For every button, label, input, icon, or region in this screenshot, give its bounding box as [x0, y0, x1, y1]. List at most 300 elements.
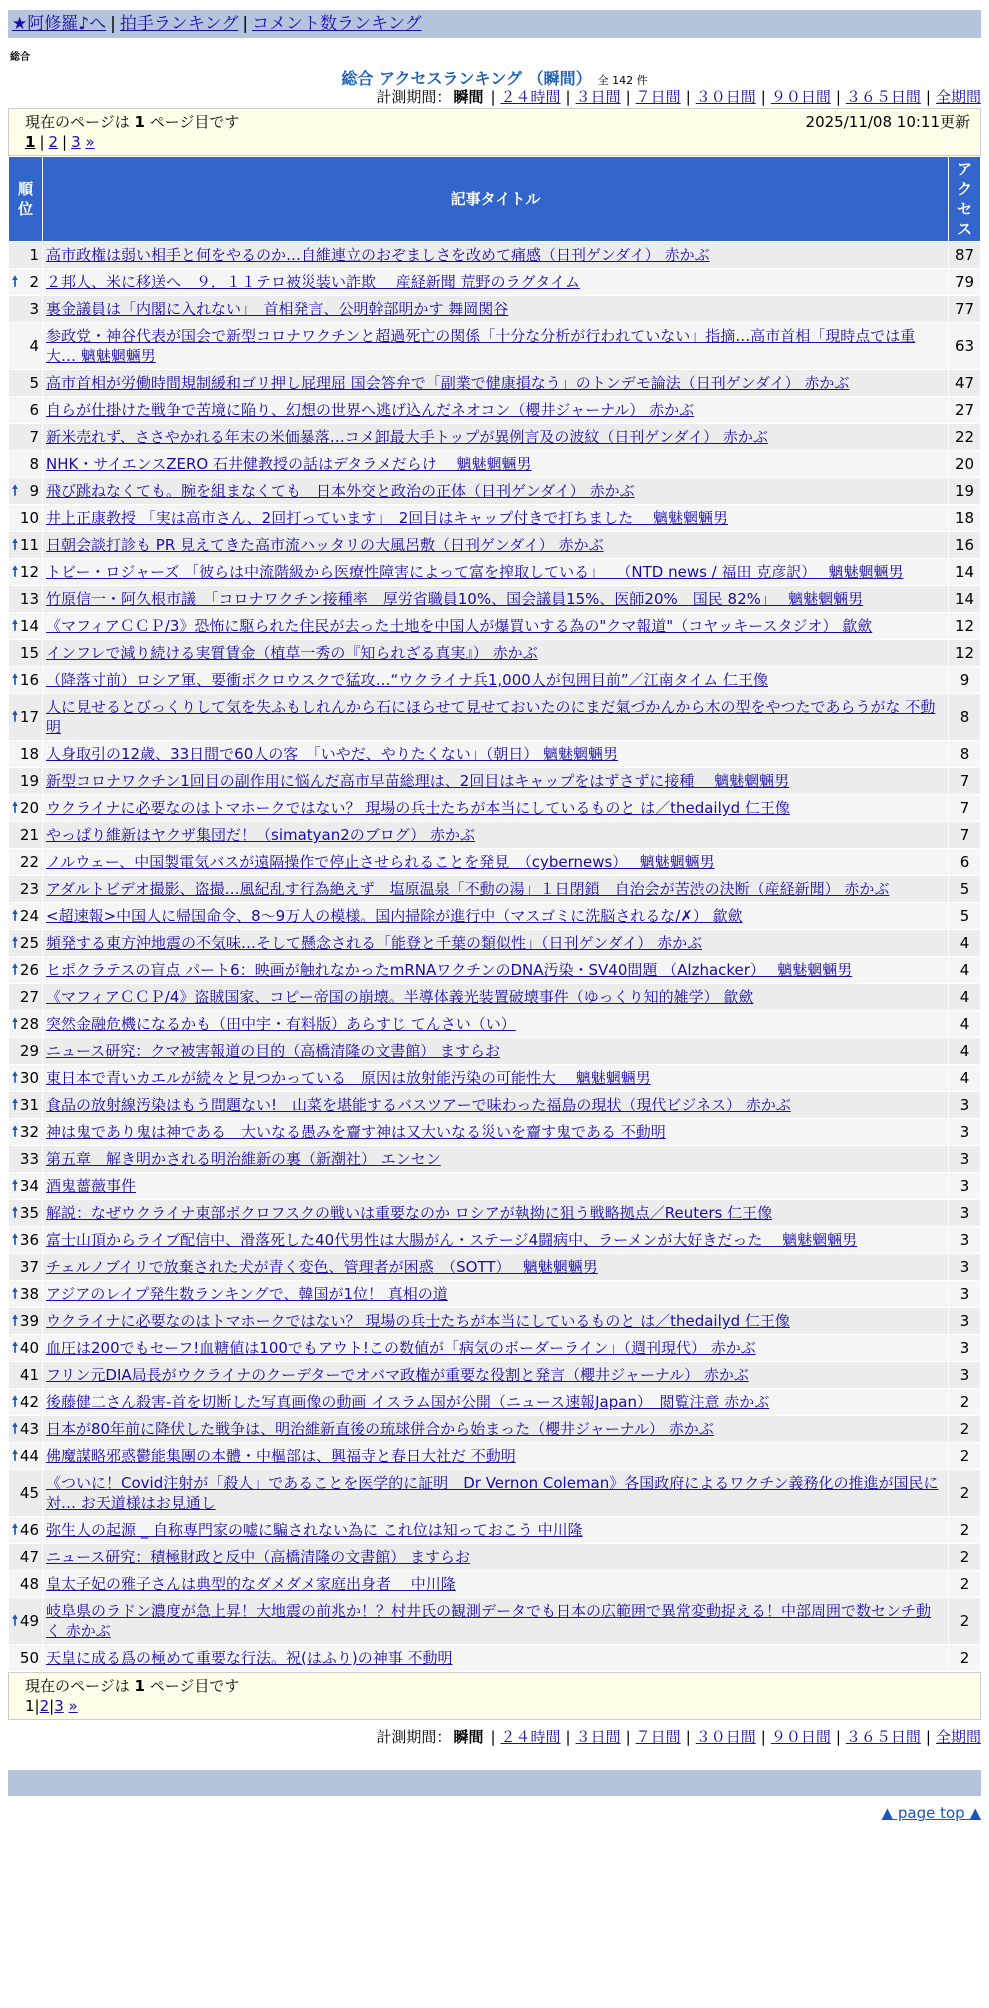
- title-cell: [43, 370, 949, 397]
- title-cell: [43, 1443, 949, 1470]
- article-link[interactable]: 頻発する東方沖地震の不気味…そして懸念される「能登と千葉の類似性」（日刊ゲンダイ） 赤かぶ: [46, 934, 703, 952]
- access-count: 2: [949, 1598, 981, 1645]
- period-link[interactable]: ７日間: [635, 88, 681, 106]
- up-arrow-icon: 🠕: [12, 1394, 19, 1410]
- access-count: 77: [949, 296, 981, 323]
- article-link[interactable]: アダルトビデオ撮影、盗撮…風紀乱す行為絶えず 塩原温泉「不動の湯」１日閉鎖 自治会が苦渋の決断（産経新聞） 赤かぶ: [46, 880, 890, 898]
- title-cell: [43, 323, 949, 370]
- rank-number: 29: [19, 1042, 39, 1060]
- article-link[interactable]: トビー・ロジャーズ 「彼らは中流階級から医療性障害によって富を搾取している」 （NTD news / 福田 克彦訳） 魑魅魍魎男: [46, 563, 904, 581]
- access-count: 2: [949, 1416, 981, 1443]
- access-count: 2: [949, 1443, 981, 1470]
- rank-cell: [9, 1308, 43, 1335]
- total-count: 全 142 件: [597, 74, 648, 87]
- article-link[interactable]: 富士山頂からライブ配信中、滑落死した40代男性は大腸がん・ステージ4闘病中、ラーメンが大好きだった 魑魅魍魎男: [46, 1231, 858, 1249]
- rank-number: 6: [29, 401, 39, 419]
- nav-separator: |: [110, 14, 116, 34]
- period-label: 計測期間：: [376, 88, 452, 106]
- page-separator: |: [62, 133, 68, 151]
- page-link[interactable]: 3: [71, 133, 81, 151]
- rank-cell: [9, 1335, 43, 1362]
- table-row: [9, 640, 981, 667]
- title-cell: [43, 613, 949, 640]
- header-rank: 順位: [9, 157, 43, 242]
- rank-cell: [9, 1362, 43, 1389]
- table-row: [9, 1443, 981, 1470]
- rank-number: 5: [29, 374, 39, 392]
- access-count: 20: [949, 451, 981, 478]
- article-link[interactable]: 人身取引の12歳、33日間で60人の客 「いやだ、やりたくない」（朝日） 魑魅魍魎男: [46, 745, 619, 763]
- rank-number: 8: [29, 455, 39, 473]
- access-count: 63: [949, 323, 981, 370]
- rank-number: 19: [19, 772, 39, 790]
- article-link[interactable]: 神は鬼であり鬼は神である 大いなる愚みを齎す神は又大いなる災いを齎す鬼である 不動明: [46, 1123, 666, 1141]
- access-count: 5: [949, 876, 981, 903]
- rank-cell: [9, 532, 43, 559]
- article-link[interactable]: 高市首相が労働時間規制緩和ゴリ押し屁理屈 国会答弁で「副業で健康損なう」のトンデモ論法（日刊ゲンダイ） 赤かぶ: [46, 374, 850, 392]
- nav-link-clap-ranking[interactable]: 拍手ランキング: [119, 14, 239, 34]
- table-row: [9, 930, 981, 957]
- article-link[interactable]: ウクライナに必要なのはトマホークではない？ 現場の兵士たちが本当にしているものと は／thedailyd 仁王像: [46, 1312, 790, 1330]
- article-link[interactable]: 後藤健二さん殺害-首を切断した写真画像の動画 イスラム国が公開（ニュース速報Japan） 閲覧注意 赤かぶ: [46, 1393, 770, 1411]
- article-link[interactable]: ノルウェー、中国製電気バスが遠隔操作で停止させられることを発見 （cybernews） 魑魅魍魎男: [46, 853, 715, 871]
- rank-number: 36: [19, 1231, 39, 1249]
- table-row: [9, 1038, 981, 1065]
- access-count: 18: [949, 505, 981, 532]
- table-row: [9, 1645, 981, 1672]
- rank-cell: [9, 613, 43, 640]
- article-link[interactable]: 岐阜県のラドン濃度が急上昇！大地震の前兆か！？村井氏の観測データでも日本の広範囲で異常変動捉える！中部周囲で数センチ動く 赤かぶ: [46, 1602, 932, 1640]
- title-cell: [43, 1389, 949, 1416]
- article-link[interactable]: NHK・サイエンスZERO 石井健教授の話はデタラメだらけ 魑魅魍魎男: [46, 455, 532, 473]
- rank-cell: [9, 640, 43, 667]
- period-link[interactable]: ２４時間: [500, 1728, 561, 1746]
- title-cell: [43, 532, 949, 559]
- access-count: 2: [949, 1571, 981, 1598]
- period-link[interactable]: ３日間: [575, 1728, 621, 1746]
- article-link[interactable]: 日朝会談打診も PR 見えてきた高市流ハッタリの大風呂敷（日刊ゲンダイ） 赤かぶ: [46, 536, 604, 554]
- table-row: [9, 296, 981, 323]
- up-arrow-icon: 🠕: [12, 1340, 19, 1356]
- rank-cell: [9, 1011, 43, 1038]
- page-top: [0, 1804, 981, 1822]
- current-page-text: 現在のページは 1 ページ目です: [25, 1677, 240, 1695]
- access-count: 3: [949, 1227, 981, 1254]
- rank-number: 37: [19, 1258, 39, 1276]
- access-count: 9: [949, 667, 981, 694]
- rank-cell: [9, 1443, 43, 1470]
- up-arrow-icon: 🠕: [12, 274, 19, 290]
- access-count: 2: [949, 1389, 981, 1416]
- page-link[interactable]: 2: [48, 133, 59, 151]
- table-row: [9, 903, 981, 930]
- title-cell: [43, 795, 949, 822]
- access-count: 4: [949, 1011, 981, 1038]
- rank-cell: [9, 1227, 43, 1254]
- table-row: [9, 1362, 981, 1389]
- title-cell: [43, 1571, 949, 1598]
- rank-number: 13: [19, 590, 39, 608]
- rank-cell: [9, 451, 43, 478]
- access-count: 27: [949, 397, 981, 424]
- table-row: [9, 667, 981, 694]
- table-row: [9, 795, 981, 822]
- rank-number: 7: [29, 428, 39, 446]
- period-separator: |: [925, 88, 931, 106]
- article-link[interactable]: 裏金議員は「内閣に入れない」 首相発言、公明幹部明かす 舞岡関谷: [46, 300, 509, 318]
- rank-cell: [9, 1598, 43, 1645]
- table-row: [9, 957, 981, 984]
- table-row: [9, 451, 981, 478]
- title-cell: [43, 876, 949, 903]
- title-cell: [43, 1645, 949, 1672]
- period-link[interactable]: 全期間: [935, 88, 981, 106]
- rank-number: 30: [19, 1069, 39, 1087]
- up-arrow-icon: 🠕: [12, 1205, 19, 1221]
- up-arrow-icon: 🠕: [12, 908, 19, 924]
- title-cell: [43, 1362, 949, 1389]
- period-separator: |: [490, 88, 496, 106]
- article-link[interactable]: 高市政権は弱い相手と何をやるのか…自維連立のおぞましさを改めて痛感（日刊ゲンダイ） 赤かぶ: [46, 246, 710, 264]
- article-link[interactable]: 血圧は200でもセーフ!血糖値は100でもアウト!この数値が「病気のボーダーライン」（週刊現代） 赤かぶ: [46, 1339, 756, 1357]
- article-link[interactable]: 第五章 解き明かされる明治維新の裏（新潮社） エンセン: [46, 1150, 441, 1168]
- up-arrow-icon: 🠕: [12, 1286, 19, 1302]
- article-link[interactable]: ２邦人、米に移送へ ９．１１テロ被災装い詐欺 産経新聞 荒野のラグタイム: [46, 273, 580, 291]
- title-cell: [43, 984, 949, 1011]
- article-link[interactable]: 竹原信一・阿久根市議 「コロナワクチン接種率 厚労省職員10%、国会議員15%、医師20% 国民 82%」 魑魅魍魎男: [46, 590, 864, 608]
- access-count: 2: [949, 1645, 981, 1672]
- access-count: 2: [949, 1470, 981, 1517]
- access-count: 4: [949, 930, 981, 957]
- title-cell: [43, 1470, 949, 1517]
- rank-cell: [9, 370, 43, 397]
- access-count: 3: [949, 1335, 981, 1362]
- access-count: 3: [949, 1200, 981, 1227]
- rank-cell: [9, 1544, 43, 1571]
- title-cell: [43, 1200, 949, 1227]
- rank-number: 35: [19, 1204, 39, 1222]
- table-row: [9, 1146, 981, 1173]
- access-count: 2: [949, 1517, 981, 1544]
- table-row: [9, 1544, 981, 1571]
- rank-cell: [9, 1517, 43, 1544]
- title-cell: [43, 903, 949, 930]
- article-link[interactable]: 日本が80年前に降伏した戦争は、明治維新直後の琉球併合から始まった（櫻井ジャーナル） 赤かぶ: [46, 1420, 714, 1438]
- up-arrow-icon: 🠕: [12, 1097, 19, 1113]
- rank-cell: [9, 1281, 43, 1308]
- rank-number: 28: [19, 1015, 39, 1033]
- article-link[interactable]: 《ついに！Covid注射が「殺人」であることを医学的に証明 Dr Vernon Coleman》各国政府によるワクチン義務化の推進が国民に対… お天道様はお見通し: [46, 1474, 939, 1512]
- article-link[interactable]: ニュース研究：積極財政と反中（高橋清隆の文書館） ますらお: [46, 1548, 471, 1566]
- period-current: 瞬間: [453, 1728, 484, 1746]
- article-link[interactable]: 人に見せるとびっくりして気を失ふもしれんから石にほらせて見せておいたのにまだ氣づかんから木の型をやつたであらうがな 不動明: [46, 698, 936, 736]
- title-cell: [43, 424, 949, 451]
- period-separator: |: [760, 1728, 766, 1746]
- title-cell: [43, 667, 949, 694]
- up-arrow-icon: 🠕: [12, 1522, 19, 1538]
- period-separator: |: [925, 1728, 931, 1746]
- article-link[interactable]: 参政党・神谷代表が国会で新型コロナワクチンと超過死亡の関係「十分な分析が行われていない」指摘…高市首相「現時点では重大… 魑魅魍魎男: [46, 327, 916, 365]
- rank-cell: [9, 822, 43, 849]
- rank-number: 41: [19, 1366, 39, 1384]
- header-title: 記事タイトル: [43, 157, 949, 242]
- article-link[interactable]: 自らが仕掛けた戦争で苦境に陥り、幻想の世界へ逃げ込んだネオコン（櫻井ジャーナル） 赤かぶ: [46, 401, 695, 419]
- rank-number: 31: [19, 1096, 39, 1114]
- table-row: [9, 1598, 981, 1645]
- period-label: 計測期間：: [376, 1728, 452, 1746]
- title-cell: [43, 1038, 949, 1065]
- title-cell: [43, 1517, 949, 1544]
- title-cell: [43, 640, 949, 667]
- title-cell: [43, 930, 949, 957]
- title-cell: [43, 478, 949, 505]
- table-row: [9, 1470, 981, 1517]
- rank-number: 45: [19, 1484, 39, 1502]
- article-link[interactable]: 突然金融危機になるかも（田中宇・有料版）あらすじ てんさい（い）: [46, 1015, 516, 1033]
- table-row: [9, 1389, 981, 1416]
- period-separator: |: [760, 88, 766, 106]
- title-cell: [43, 822, 949, 849]
- rank-cell: [9, 505, 43, 532]
- rank-cell: [9, 930, 43, 957]
- title-cell: [43, 1335, 949, 1362]
- table-row: [9, 768, 981, 795]
- period-link[interactable]: ２４時間: [500, 88, 561, 106]
- title-cell: [43, 1173, 949, 1200]
- access-count: 12: [949, 613, 981, 640]
- table-row: [9, 694, 981, 741]
- rank-number: 20: [19, 799, 39, 817]
- rank-number: 1: [29, 246, 39, 264]
- rank-number: 21: [19, 826, 39, 844]
- table-row: [9, 586, 981, 613]
- title-cell: [43, 1119, 949, 1146]
- article-link[interactable]: 新型コロナワクチン1回目の副作用に悩んだ高市早苗総理は、2回目はキャップをはずさずに接種 魑魅魍魎男: [46, 772, 790, 790]
- current-page-text: 現在のページは 1 ページ目です: [25, 113, 240, 131]
- period-link[interactable]: ３日間: [575, 88, 621, 106]
- period-separator: |: [625, 1728, 631, 1746]
- title-cell: [43, 505, 949, 532]
- period-separator: |: [625, 88, 631, 106]
- article-link[interactable]: アジアのレイプ発生数ランキングで、韓国が1位！ 真相の道: [46, 1285, 448, 1303]
- table-row: [9, 613, 981, 640]
- rank-cell: [9, 1416, 43, 1443]
- table-row: [9, 1173, 981, 1200]
- rank-cell: [9, 296, 43, 323]
- table-row: [9, 559, 981, 586]
- period-link[interactable]: ７日間: [635, 1728, 681, 1746]
- rank-cell: [9, 1571, 43, 1598]
- rank-cell: [9, 1092, 43, 1119]
- article-link[interactable]: チェルノブイリで放棄された犬が青く変色、管理者が困惑 （SOTT） 魑魅魍魎男: [46, 1258, 598, 1276]
- title-cell: [43, 768, 949, 795]
- rank-cell: [9, 1173, 43, 1200]
- rank-number: 10: [19, 509, 39, 527]
- period-link[interactable]: ９０日間: [770, 88, 831, 106]
- table-row: [9, 1119, 981, 1146]
- rank-number: 27: [19, 988, 39, 1006]
- rank-number: 34: [19, 1177, 39, 1195]
- rank-number: 22: [19, 853, 39, 871]
- title-cell: [43, 1011, 949, 1038]
- up-arrow-icon: 🠕: [12, 1124, 19, 1140]
- article-link[interactable]: 《マフィアＣＣＰ/3》恐怖に駆られた住民が去った土地を中国人が爆買いする為の"クマ報道"（コヤッキースタジオ） 歙歛: [46, 617, 873, 635]
- table-row: [9, 1517, 981, 1544]
- article-link[interactable]: ヒポクラテスの盲点 パート6：映画が触れなかったmRNAワクチンのDNA汚染・SV40問題 （Alzhacker） 魑魅魍魎男: [46, 961, 853, 979]
- access-count: 4: [949, 1038, 981, 1065]
- nav-link-ashura[interactable]: ★阿修羅♪へ: [12, 14, 107, 34]
- table-row: [9, 532, 981, 559]
- access-count: 7: [949, 795, 981, 822]
- table-row: [9, 323, 981, 370]
- page-current: 1: [25, 133, 36, 151]
- period-separator: |: [835, 88, 841, 106]
- title-cell: [43, 1092, 949, 1119]
- rank-cell: [9, 903, 43, 930]
- page-info-bottom: [8, 1672, 981, 1720]
- period-separator: |: [565, 1728, 571, 1746]
- up-arrow-icon: 🠕: [12, 1421, 19, 1437]
- title-cell: [43, 296, 949, 323]
- title-cell: [43, 1065, 949, 1092]
- article-link[interactable]: 酒鬼薔薇事件: [46, 1177, 137, 1195]
- up-arrow-icon: 🠕: [12, 1613, 19, 1629]
- article-link[interactable]: （降落寸前）ロシア軍、要衝ポクロウスクで猛攻…“ウクライナ兵1,000人が包囲目前”／江南タイム 仁王像: [46, 671, 769, 689]
- article-link[interactable]: 東日本で青いカエルが続々と見つかっている 原因は放射能汚染の可能性大 魑魅魍魎男: [46, 1069, 651, 1087]
- page-title-text: 総合 アクセスランキング （瞬間）: [341, 69, 592, 88]
- next-page-link[interactable]: »: [68, 1697, 78, 1715]
- article-link[interactable]: <超速報>中国人に帰国命令、8～9万人の模様。国内掃除が進行中（マスゴミに洗脳されるな/✗） 歙歛: [46, 907, 743, 925]
- next-page-link[interactable]: »: [85, 133, 95, 151]
- page-link[interactable]: 3: [54, 1697, 64, 1715]
- article-link[interactable]: 天皇に成る爲の極めて重要な行法。祝(はふり)の神事 不動明: [46, 1649, 453, 1667]
- period-link[interactable]: ９０日間: [770, 1728, 831, 1746]
- article-link[interactable]: 《マフィアＣＣＰ/4》盗賊国家、コピー帝国の崩壊。半導体義光装置破壊事件（ゆっくり知的雑学） 歙歛: [46, 988, 754, 1006]
- nav-link-comment-ranking[interactable]: コメント数ランキング: [252, 14, 422, 34]
- access-count: 22: [949, 424, 981, 451]
- rank-number: 33: [19, 1150, 39, 1168]
- article-link[interactable]: 弥生人の起源 _ 自称専門家の嘘に騙されない為に これ位は知っておこう 中川隆: [46, 1521, 583, 1539]
- up-arrow-icon: 🠕: [12, 962, 19, 978]
- rank-number: 26: [19, 961, 39, 979]
- access-count: 2: [949, 1544, 981, 1571]
- rank-cell: [9, 478, 43, 505]
- access-count: 8: [949, 741, 981, 768]
- rank-number: 38: [19, 1285, 39, 1303]
- article-link[interactable]: ニュース研究：クマ被害報道の目的（高橋清隆の文書館） ますらお: [46, 1042, 501, 1060]
- page-top-link[interactable]: ▲ page top ▲: [881, 1804, 981, 1822]
- table-row: [9, 370, 981, 397]
- rank-cell: [9, 984, 43, 1011]
- up-arrow-icon: 🠕: [12, 1313, 19, 1329]
- table-row: [9, 505, 981, 532]
- table-row: [9, 1416, 981, 1443]
- page-link[interactable]: 2: [39, 1697, 50, 1715]
- rank-number: 50: [19, 1649, 39, 1667]
- period-separator: |: [565, 88, 571, 106]
- article-link[interactable]: 新米売れず、ささやかれる年末の米価暴落…コメ卸最大手トップが異例言及の波紋（日刊ゲンダイ） 赤かぶ: [46, 428, 768, 446]
- access-count: 3: [949, 1281, 981, 1308]
- pagination: [25, 1696, 970, 1716]
- period-link[interactable]: ３０日間: [695, 1728, 756, 1746]
- rank-number: 43: [19, 1420, 39, 1438]
- article-link[interactable]: 佛魔謀略邪惑鬱能集團の本體・中樞部は、興福寺と春日大社だ 不動明: [46, 1447, 516, 1465]
- rank-cell: [9, 768, 43, 795]
- article-link[interactable]: フリン元DIA局長がウクライナのクーデターでオバマ政権が重要な役割と発言（櫻井ジャーナル） 赤かぶ: [46, 1366, 749, 1384]
- table-row: [9, 1254, 981, 1281]
- access-count: 8: [949, 694, 981, 741]
- rank-number: 16: [19, 671, 39, 689]
- period-separator: |: [490, 1728, 496, 1746]
- access-count: 3: [949, 1308, 981, 1335]
- access-count: 3: [949, 1254, 981, 1281]
- access-count: 19: [949, 478, 981, 505]
- access-count: 3: [949, 1173, 981, 1200]
- footer-bar: [8, 1770, 981, 1796]
- period-separator: |: [835, 1728, 841, 1746]
- header-access: アクセス: [949, 157, 981, 242]
- title-cell: [43, 1598, 949, 1645]
- rank-cell: [9, 1200, 43, 1227]
- table-row: [9, 1308, 981, 1335]
- rank-number: 15: [19, 644, 39, 662]
- rank-number: 48: [19, 1575, 39, 1593]
- period-link[interactable]: ３６５日間: [845, 1728, 921, 1746]
- rank-cell: [9, 957, 43, 984]
- rank-cell: [9, 1645, 43, 1672]
- article-link[interactable]: インフレで減り続ける実質賃金（植草一秀の『知られざる真実』） 赤かぶ: [46, 644, 538, 662]
- ranking-table: [8, 156, 981, 1672]
- title-cell: [43, 451, 949, 478]
- access-count: 16: [949, 532, 981, 559]
- rank-cell: [9, 1389, 43, 1416]
- article-link[interactable]: 井上正康教授 「実は高市さん、2回打っています」 2回目はキャップ付きで打ちました 魑魅魍魎男: [46, 509, 729, 527]
- up-arrow-icon: 🠕: [12, 564, 19, 580]
- up-arrow-icon: 🠕: [12, 537, 19, 553]
- rank-number: 40: [19, 1339, 39, 1357]
- title-cell: [43, 1308, 949, 1335]
- up-arrow-icon: 🠕: [12, 1448, 19, 1464]
- period-link[interactable]: 全期間: [935, 1728, 981, 1746]
- article-link[interactable]: 食品の放射線汚染はもう問題ない! 山菜を堪能するバスツアーで味わった福島の現状（現代ビジネス） 赤かぶ: [46, 1096, 791, 1114]
- rank-number: 25: [19, 934, 39, 952]
- rank-number: 47: [19, 1548, 39, 1566]
- rank-number: 23: [19, 880, 39, 898]
- table-row: [9, 424, 981, 451]
- access-count: 4: [949, 1065, 981, 1092]
- article-link[interactable]: 飛び跳ねなくても。腕を組まなくても 日本外交と政治の正体（日刊ゲンダイ） 赤かぶ: [46, 482, 635, 500]
- period-link[interactable]: ３０日間: [695, 88, 756, 106]
- article-link[interactable]: ウクライナに必要なのはトマホークではない？ 現場の兵士たちが本当にしているものと は／thedailyd 仁王像: [46, 799, 790, 817]
- table-row: [9, 1335, 981, 1362]
- article-link[interactable]: やっぱり維新はヤクザ集団だ！（simatyan2のブログ） 赤かぶ: [46, 826, 476, 844]
- rank-number: 42: [19, 1393, 39, 1411]
- rank-cell: [9, 849, 43, 876]
- access-count: 79: [949, 269, 981, 296]
- article-link[interactable]: 皇太子妃の雅子さんは典型的なダメダメ家庭出身者 中川隆: [46, 1575, 456, 1593]
- rank-cell: [9, 876, 43, 903]
- up-arrow-icon: 🠕: [12, 935, 19, 951]
- table-row: [9, 242, 981, 269]
- rank-number: 18: [19, 745, 39, 763]
- article-link[interactable]: 解説：なぜウクライナ東部ポクロフスクの戦いは重要なのか ロシアが執拗に狙う戦略拠点／Reuters 仁王像: [46, 1204, 773, 1222]
- access-count: 5: [949, 903, 981, 930]
- period-link[interactable]: ３６５日間: [845, 88, 921, 106]
- access-count: 7: [949, 768, 981, 795]
- rank-number: 46: [19, 1521, 39, 1539]
- rank-number: 24: [19, 907, 39, 925]
- rank-cell: [9, 397, 43, 424]
